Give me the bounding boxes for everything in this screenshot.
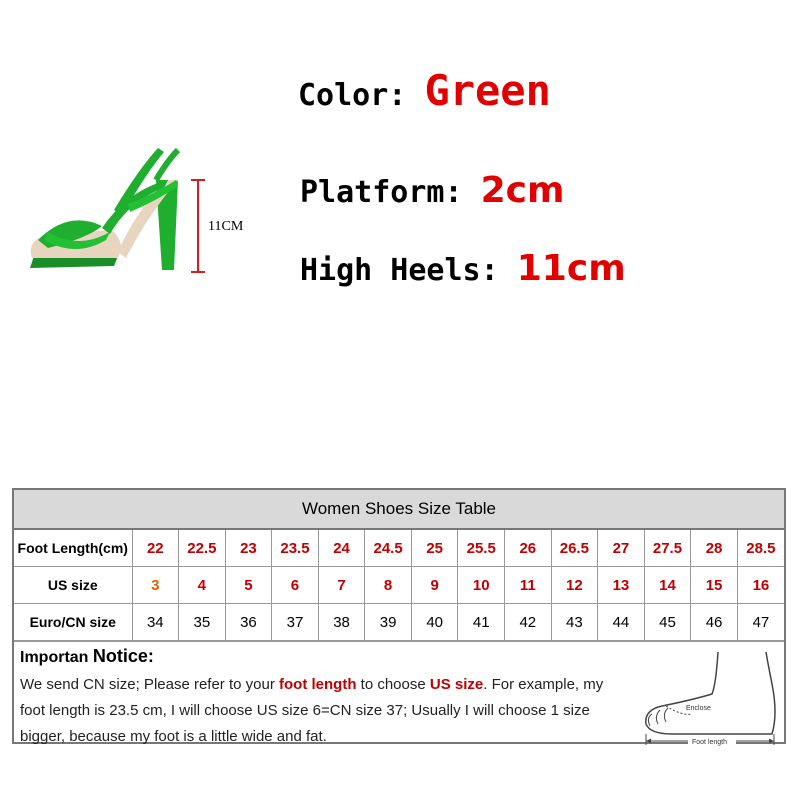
table-cell: 25.5 bbox=[458, 530, 505, 567]
notice-title-prefix: Importan bbox=[20, 649, 89, 666]
table-cell: 25 bbox=[411, 530, 458, 567]
table-cell: 44 bbox=[598, 604, 645, 641]
table-cell: 28.5 bbox=[737, 530, 784, 567]
table-cell: 22.5 bbox=[179, 530, 226, 567]
table-cell: 38 bbox=[318, 604, 365, 641]
row-label: Foot Length(cm) bbox=[14, 530, 132, 567]
table-cell: 43 bbox=[551, 604, 598, 641]
table-cell: 42 bbox=[505, 604, 552, 641]
notice-section bbox=[14, 641, 784, 754]
table-cell: 26.5 bbox=[551, 530, 598, 567]
table-cell: 24.5 bbox=[365, 530, 412, 567]
table-cell: 11 bbox=[505, 567, 552, 604]
notice-highlight-foot-length: foot length bbox=[279, 676, 357, 693]
table-cell: 41 bbox=[458, 604, 505, 641]
notice-title-main: Notice: bbox=[92, 646, 154, 666]
notice-highlight-us-size: US size bbox=[429, 676, 484, 693]
table-cell: 9 bbox=[411, 567, 458, 604]
table-cell: 26 bbox=[505, 530, 552, 567]
platform-value: 2cm bbox=[480, 170, 565, 211]
row-label: US size bbox=[14, 567, 132, 604]
euro-cn-size-row bbox=[14, 604, 784, 641]
table-cell: 8 bbox=[365, 567, 412, 604]
size-grid bbox=[14, 530, 784, 641]
table-cell: 6 bbox=[272, 567, 319, 604]
heels-value: 11cm bbox=[516, 248, 626, 289]
table-cell: 22 bbox=[132, 530, 179, 567]
enclose-label: Enclose bbox=[686, 705, 711, 712]
table-cell: 40 bbox=[411, 604, 458, 641]
table-cell: 47 bbox=[737, 604, 784, 641]
notice-text-part: to choose bbox=[356, 676, 430, 693]
table-cell: 34 bbox=[132, 604, 179, 641]
foot-length-label: Foot length bbox=[692, 739, 728, 746]
color-value: Green bbox=[424, 66, 551, 115]
color-label: Color: bbox=[298, 78, 407, 113]
heels-spec bbox=[300, 248, 626, 289]
table-cell: 39 bbox=[365, 604, 412, 641]
table-cell: 45 bbox=[644, 604, 691, 641]
row-label: Euro/CN size bbox=[14, 604, 132, 641]
table-cell: 16 bbox=[737, 567, 784, 604]
table-cell: 37 bbox=[272, 604, 319, 641]
notice-text-part: . For example, my foot length is 23.5 cm, I will choose US size 6=CN size 37; Usually I will choose 1 size bigger, because my foot is a little wide and fat. bbox=[20, 676, 604, 745]
heel-height-marker bbox=[188, 178, 208, 274]
notice-text bbox=[20, 672, 632, 750]
notice-text-part: We send CN size; Please refer to your bbox=[20, 676, 279, 693]
table-cell: 46 bbox=[691, 604, 738, 641]
foot-length-row bbox=[14, 530, 784, 567]
table-cell: 13 bbox=[598, 567, 645, 604]
table-cell: 7 bbox=[318, 567, 365, 604]
heel-height-label: 11CM bbox=[208, 219, 244, 234]
platform-spec bbox=[300, 170, 565, 211]
table-cell: 23.5 bbox=[272, 530, 319, 567]
table-cell: 28 bbox=[691, 530, 738, 567]
table-cell: 27 bbox=[598, 530, 645, 567]
size-table bbox=[12, 488, 786, 744]
table-title: Women Shoes Size Table bbox=[14, 490, 784, 530]
table-cell: 4 bbox=[179, 567, 226, 604]
table-cell: 14 bbox=[644, 567, 691, 604]
platform-label: Platform: bbox=[300, 175, 463, 210]
foot-measure-diagram bbox=[632, 644, 782, 750]
notice-title bbox=[20, 646, 154, 667]
color-spec bbox=[298, 66, 551, 115]
table-cell: 24 bbox=[318, 530, 365, 567]
table-cell: 23 bbox=[225, 530, 272, 567]
us-size-row bbox=[14, 567, 784, 604]
table-cell: 3 bbox=[132, 567, 179, 604]
table-cell: 35 bbox=[179, 604, 226, 641]
table-cell: 27.5 bbox=[644, 530, 691, 567]
table-cell: 5 bbox=[225, 567, 272, 604]
table-cell: 15 bbox=[691, 567, 738, 604]
heels-label: High Heels: bbox=[300, 253, 499, 288]
table-cell: 36 bbox=[225, 604, 272, 641]
table-cell: 10 bbox=[458, 567, 505, 604]
table-cell: 12 bbox=[551, 567, 598, 604]
